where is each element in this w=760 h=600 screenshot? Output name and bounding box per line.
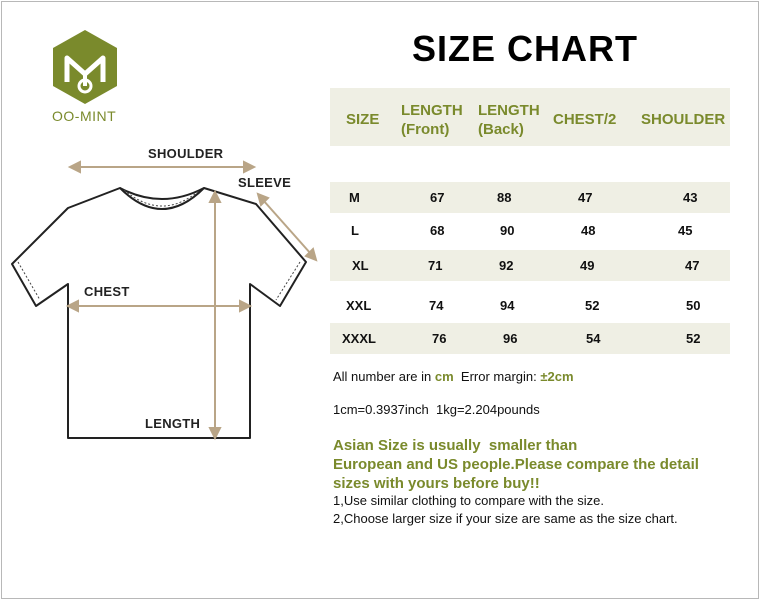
hexagon-logo-icon [50,28,120,106]
cell-length-front: 67 [430,190,445,205]
cell-shoulder: 47 [685,258,700,273]
cell-length-back: 94 [500,298,515,313]
cell-length-back: 92 [499,258,514,273]
cell-size: M [349,190,360,205]
cell-length-front: 68 [430,223,445,238]
chest-label: CHEST [84,284,130,299]
sleeve-arrow [263,200,311,254]
cell-length-back: 90 [500,223,515,238]
table-row [330,182,730,213]
cell-chest: 49 [580,258,595,273]
shoulder-label: SHOULDER [148,146,224,161]
cell-length-front: 76 [432,331,447,346]
cell-length-back: 88 [497,190,512,205]
cell-chest: 48 [581,223,596,238]
table-header [330,88,730,146]
cell-size: L [351,223,359,238]
sleeve-label: SLEEVE [238,175,292,190]
cell-shoulder: 43 [683,190,698,205]
table-row [330,290,730,321]
brand-name: OO-MINT [52,108,117,124]
header-size: SIZE [346,111,380,128]
cell-length-back: 96 [503,331,518,346]
brand-logo [44,28,124,106]
table-row [330,215,730,246]
tip-1: 1,Use similar clothing to compare with the size. [333,493,604,508]
cell-shoulder: 50 [686,298,701,313]
tshirt-outline [12,188,306,438]
warning-line-1: Asian Size is usually smaller than [333,437,578,454]
cell-length-front: 74 [429,298,444,313]
table-row [330,250,730,281]
page-title: SIZE CHART [412,28,638,69]
cell-chest: 52 [585,298,600,313]
header-length-front: LENGTH (Front) [401,102,463,138]
warning-line-3: sizes with yours before buy!! [333,475,540,492]
header-chest: CHEST/2 [553,111,617,128]
cell-chest: 47 [578,190,593,205]
header-length-back: LENGTH (Back) [478,102,540,138]
warning-line-2: European and US people.Please compare the detail [333,456,699,473]
units-note: All number are in cm Error margin: ±2cm [333,369,574,384]
header-shoulder: SHOULDER [641,111,726,128]
cell-shoulder: 52 [686,331,701,346]
cell-size: XL [352,258,369,273]
tip-2: 2,Choose larger size if your size are same as the size chart. [333,511,678,526]
length-label: LENGTH [145,416,201,431]
cell-size: XXL [346,298,372,313]
table-row [330,323,730,354]
cell-size: XXXL [342,331,376,346]
cell-shoulder: 45 [678,223,693,238]
cell-length-front: 71 [428,258,443,273]
conversion-note: 1cm=0.3937inch 1kg=2.204pounds [333,402,540,417]
cell-chest: 54 [586,331,601,346]
